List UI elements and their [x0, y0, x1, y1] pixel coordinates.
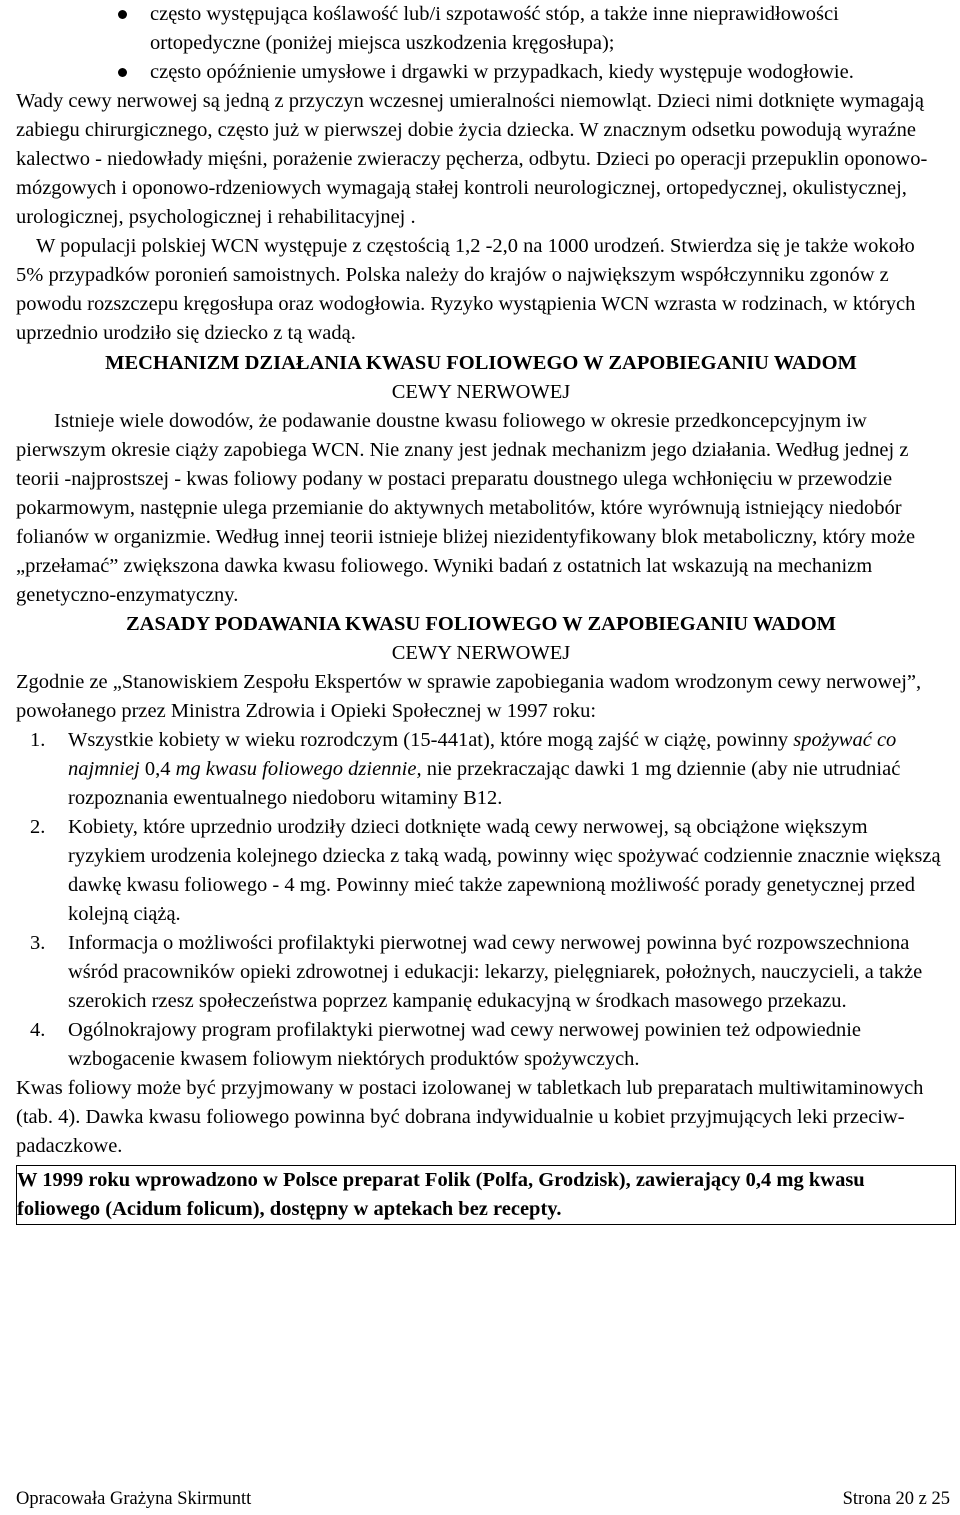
numbered-list [16, 726, 946, 1074]
list-text-italic: mg kwasu foliowego dziennie, [175, 758, 422, 780]
list-item [16, 929, 946, 1016]
section-heading [16, 610, 946, 668]
list-number: 2. [30, 816, 46, 838]
page-number: Strona 20 z 25 [842, 1489, 950, 1509]
heading-line: CEWY NERWOWEJ [391, 381, 571, 403]
paragraph: Wady cewy nerwowej są jedną z przyczyn wczesnej umieralności niemowląt. Dzieci nimi dotknięte wymagają zabiegu chirurgicznego, często już w pierwszej dobie życia dziecka. W znacznym odsetku powodują wyraźne kalectwo - niedowłady mięśni, porażenie zwieraczy pęcherza, odbytu. Dzieci po operacji przepuklin oponowo-mózgowych i oponowo-rdzeniowych wymagają stałej kontroli neurologicznej, ortopedycznej, okulistycznej, urologicznej, psychologicznej i rehabilitacyjnej . [16, 90, 928, 228]
paragraph: Kwas foliowy może być przyjmowany w postaci izolowanej w tabletkach lub preparatach multiwitaminowych (tab. 4). Dawka kwasu foliowego powinna być dobrana indywidualnie u kobiet przyjmujących leki przeciw- padaczkowe. [16, 1077, 924, 1157]
list-number: 4. [30, 1019, 46, 1041]
bullet-list [16, 0, 946, 87]
bullet-text: często występująca koślawość lub/i szpotawość stóp, a także inne nieprawidłowości ortopedyczne (poniżej miejsca uszkodzenia kręgosłupa); [150, 3, 839, 54]
list-item [0, 0, 946, 58]
heading-line: CEWY NERWOWEJ [391, 642, 571, 664]
heading-line: ZASADY PODAWANIA KWASU FOLIOWEGO W ZAPOBIEGANIU WADOM [125, 613, 836, 635]
heading-line: MECHANIZM DZIAŁANIA KWASU FOLIOWEGO W ZAPOBIEGANIU WADOM [105, 352, 857, 374]
list-text: Ogólnokrajowy program profilaktyki pierwotnej wad cewy nerwowej powinien też odpowiednie wzbogacenie kwasem foliowym niektórych produktów spożywczych. [68, 1019, 862, 1070]
footer-author: Opracowała Grażyna Skirmuntt [16, 1489, 252, 1509]
list-text: Informacja o możliwości profilaktyki pierwotnej wad cewy nerwowej powinna być rozpowszechniona wśród pracowników opieki zdrowotnej i edukacji: lekarzy, pielęgniarek, położnych, nauczycieli, a także szerokich rzesz społeczeństwa poprzez kampanię edukacyjną w środkach masowego przekazu. [68, 932, 923, 1012]
list-text: Wszystkie kobiety w wieku rozrodczym (15-441at), które mogą zajść w ciążę, powinny [68, 729, 794, 751]
list-text: 0,4 [139, 758, 176, 780]
page-footer [16, 1485, 950, 1514]
list-item [0, 58, 946, 87]
list-text: Kobiety, które uprzednio urodziły dzieci dotknięte wadą cewy nerwowej, są obciążone większym ryzykiem urodzenia kolejnego dziecka z taką wadą, powinny więc spożywać codziennie znacznie większą dawkę kwasu foliowego - 4 mg. Powinny mieć także zapewnioną możliwość porady genetycznej przed kolejną ciążą. [68, 816, 941, 925]
highlight-box: W 1999 roku wprowadzono w Polsce preparat Folik (Polfa, Grodzisk), zawierający 0,4 mg kwasu foliowego (Acidum folicum), dostępny w aptekach bez recepty. [16, 1165, 956, 1225]
list-number: 1. [30, 729, 46, 751]
list-text: nie przekraczając dawki 1 mg dziennie (aby nie utrudniać rozpoznania ewentualnego niedoboru witaminy B12. [68, 758, 901, 809]
bullet-icon [118, 68, 127, 77]
bullet-text: często opóźnienie umysłowe i drgawki w przypadkach, kiedy występuje wodogłowie. [150, 61, 854, 83]
list-text-italic: spożywać co najmniej [68, 729, 897, 780]
list-number: 3. [30, 932, 46, 954]
document-page [16, 0, 946, 1225]
paragraph: W populacji polskiej WCN występuje z częstością 1,2 -2,0 na 1000 urodzeń. Stwierdza się je także wokoło 5% przypadków poronień samoistnych. Polska należy do krajów o największym współczynniku zgonów z powodu rozszczepu kręgosłupa oraz wodogłowia. Ryzyko wystąpienia WCN wzrasta w rodzinach, w których uprzednio urodziło się dziecko z tą wadą. [16, 235, 916, 344]
section-heading [16, 349, 946, 407]
paragraph: Zgodnie ze „Stanowiskiem Zespołu Ekspertów w sprawie zapobiegania wadom wrodzonym cewy nerwowej”, powołanego przez Ministra Zdrowia i Opieki Społecznej w 1997 roku: [16, 671, 922, 722]
list-item [16, 726, 946, 813]
list-item [16, 813, 946, 929]
list-item [16, 1016, 946, 1074]
bullet-icon [118, 10, 127, 19]
paragraph: Istnieje wiele dowodów, że podawanie doustne kwasu foliowego w okresie przedkoncepcyjnym iw pierwszym okresie ciąży zapobiega WCN. Nie znany jest jednak mechanizm jego działania. Według jednej z teorii -najprostszej - kwas foliowy podany w postaci preparatu doustnego ulega wchłonięciu w przewodzie pokarmowym, następnie ulega przemianie do aktywnych metabolitów, które wyrównują istniejący niedobór folianów w organizmie. Według innej teorii istnieje bliżej niezidentyfikowany blok metaboliczny, który może „przełamać” zwiększona dawka kwasu foliowego. Wyniki badań z ostatnich lat wskazują na mechanizm genetyczno-enzymatyczny. [16, 410, 916, 606]
